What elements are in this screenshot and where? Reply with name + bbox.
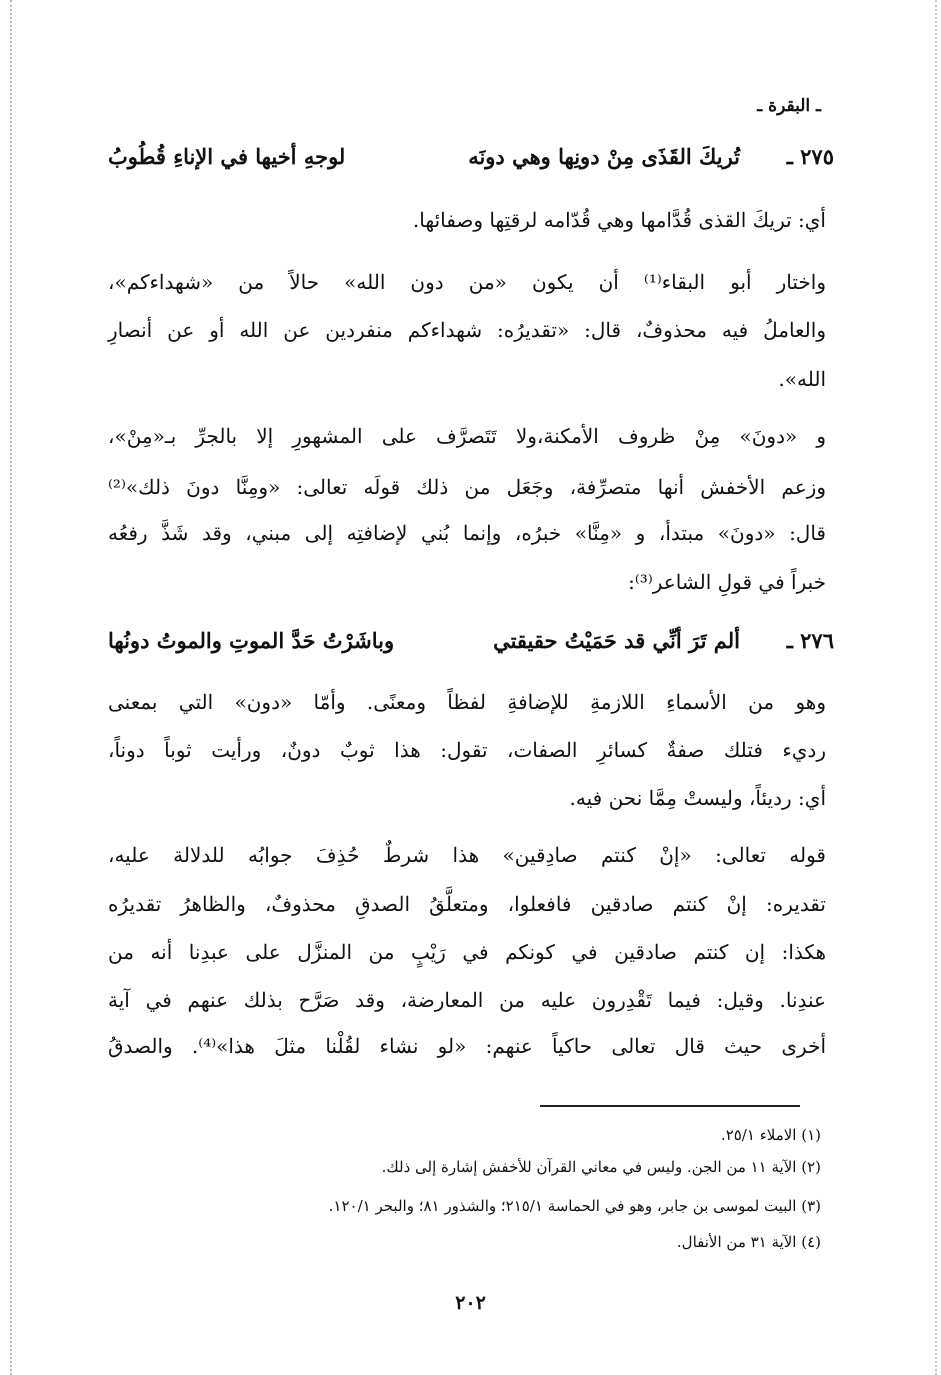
- verse-hemistich-first: تُريكَ القَذَى مِنْ دونِها وهي دونَه: [468, 144, 740, 169]
- page-number: ٢٠٢: [455, 1292, 486, 1314]
- verse-hemistich-second: لوجهِ أخيها في الإناءِ قُطُوبُ: [108, 144, 346, 169]
- verse-number: ٢٧٥ ـ: [786, 144, 834, 169]
- verse-number: ٢٧٦ ـ: [786, 628, 834, 653]
- footnote: (٢) الآية ١١ من الجن. وليس في معاني القرآن للأخفش إشارة إلى ذلك.: [381, 1158, 821, 1176]
- text-line: أي: تريكَ القذى قُدَّامها وهي قُدّامه لرقتِها وصفائها.: [412, 208, 826, 232]
- scan-edge-right: [935, 0, 937, 1375]
- running-head: ـ البقرة ـ: [757, 96, 821, 116]
- text-line: واختار أبو البقاء⁽¹⁾ أن يكون «من دون الله» حالاً من «شهداءكم»،: [108, 270, 826, 294]
- text-line: هكذا: إن كنتم صادقين في كونكم في رَيْبٍ من المنزَّل على عبدِنا أنه من: [108, 940, 826, 964]
- footnote: (٣) البيت لموسى بن جابر، وهو في الحماسة ٢١٥/١؛ والشذور ٨١؛ والبحر ١٢٠/١.: [328, 1197, 821, 1215]
- text-line: تقديره: إنْ كنتم صادقين فافعلوا، ومتعلَّقُ الصدقِ محذوفٌ، والظاهرُ تقديرُه: [108, 892, 826, 916]
- verse-hemistich-second: وباشَرْتُ حَدَّ الموتِ والموتُ دونُها: [108, 628, 395, 653]
- footnote: (٤) الآية ٣١ من الأنفال.: [676, 1233, 821, 1251]
- text-line: والعاملُ فيه محذوفٌ، قال: «تقديرُه: شهداءكم منفردين عن الله أو عن أنصارِ: [108, 318, 826, 342]
- text-line: و «دونَ» مِنْ ظروف الأمكنة،ولا تَتَصرَّف على المشهورِ إلا بالجرِّ بـ«مِنْ»،: [108, 424, 826, 448]
- text-line: أي: رديئاً، وليستْ مِمَّا نحن فيه.: [569, 786, 826, 810]
- text-line: خبراً في قولِ الشاعر⁽³⁾:: [628, 570, 826, 594]
- text-line: وهو من الأسماءِ اللازمةِ للإضافةِ لفظاً ومعنًى. وأمّا «دون» التي بمعنى: [108, 690, 826, 714]
- scan-edge-left: [10, 0, 12, 1375]
- text-line: قوله تعالى: «إنْ كنتم صادِقين» هذا شرطٌ حُذِفَ جوابُه للدلالة عليه،: [108, 843, 826, 867]
- text-line: قال: «دونَ» مبتدأ، و «مِنَّا» خبرُه، وإنما بُني لإضافتِه إلى مبني، وقد شَذَّ رفعُه: [108, 521, 826, 545]
- text-line: عندِنا. وقيل: فيما تَقْدِرون عليه من المعارضة، وقد صَرَّح بذلك عنهم في آية: [108, 988, 826, 1012]
- text-line: أخرى حيث قال تعالى حاكياً عنهم: «لو نشاء لقُلْنا مثلَ هذا»⁽⁴⁾. والصدقُ: [108, 1034, 827, 1058]
- verse-hemistich-first: ألم تَرَ أنِّي قد حَمَيْتُ حقيقتي: [493, 628, 740, 653]
- footnote-separator: [540, 1105, 800, 1107]
- footnote: (١) الاملاء ٢٥/١.: [720, 1126, 821, 1144]
- text-line: وزعم الأخفش أنها متصرِّفة، وجَعَل من ذلك قولَه تعالى: «ومِنَّا دونَ ذلك»⁽²⁾: [108, 475, 826, 499]
- text-line: الله».: [778, 367, 826, 391]
- text-line: رديء فتلك صفةٌ كسائرِ الصفات، تقول: هذا ثوبٌ دونٌ، ورأيت ثوباً دوناً،: [108, 738, 826, 762]
